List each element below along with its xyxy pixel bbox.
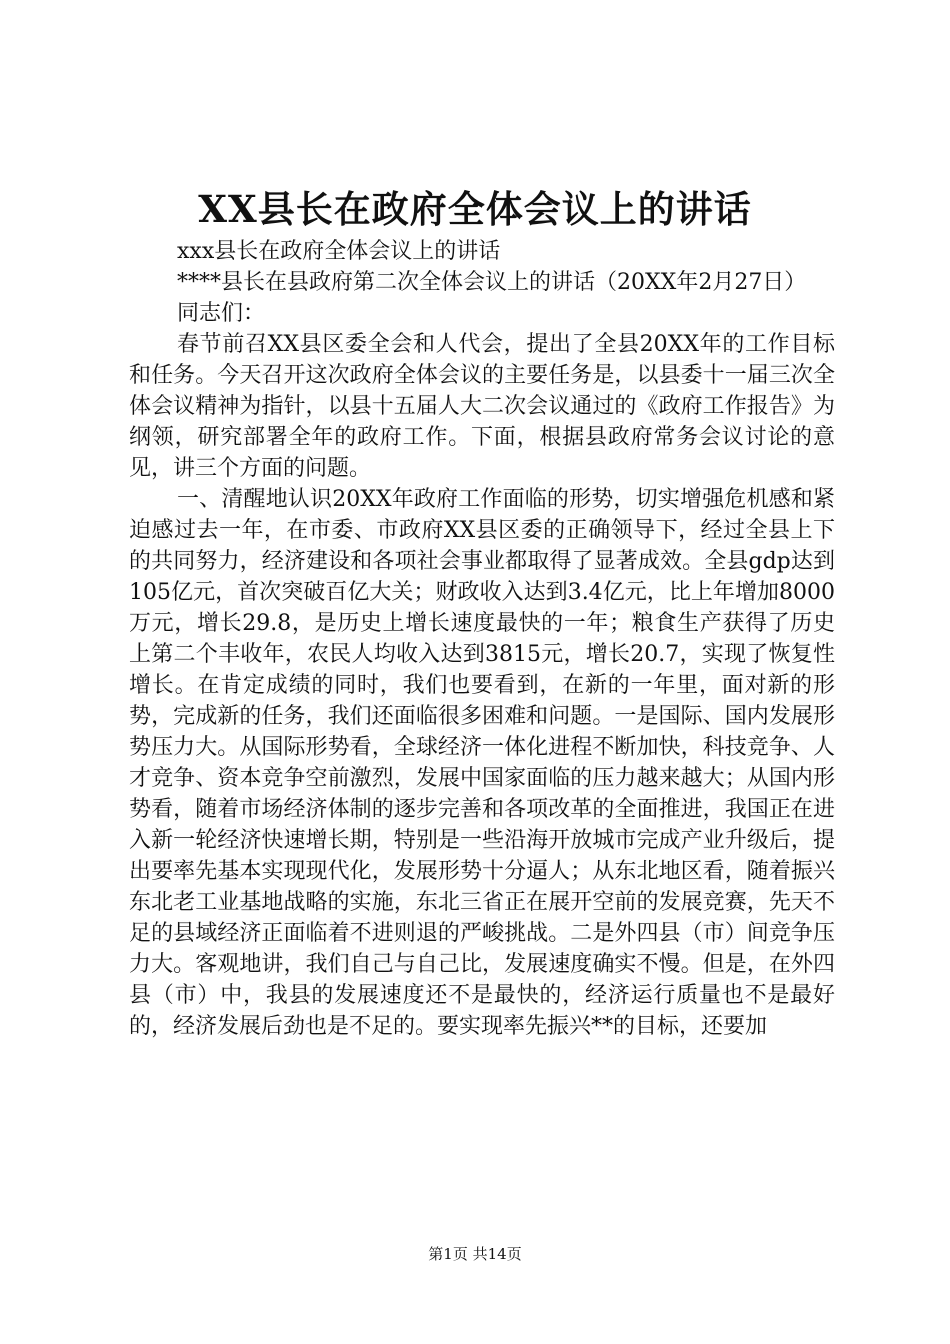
document-title: XX县长在政府全体会议上的讲话 <box>198 187 752 231</box>
page-number-footer: 第1页 共14页 <box>428 1245 522 1263</box>
document-body <box>129 236 835 1042</box>
section-one-paragraph: 一、清醒地认识20XX年政府工作面临的形势，切实增强危机感和紧迫感过去一年，在市委、市政府XX县区委的正确领导下，经过全县上下的共同努力，经济建设和各项社会事业都取得了显著成效。全县gdp达到105亿元，首次突破百亿大关；财政收入达到3.4亿元，比上年增加8000万元，增长29.8，是历史上增长速度最快的一年；粮食生产获得了历史上第二个丰收年，农民人均收入达到3815元，增长20.7，实现了恢复性增长。在肯定成绩的同时，我们也要看到，在新的一年里，面对新的形势，完成新的任务，我们还面临很多困难和问题。一是国际、国内发展形势压力大。从国际形势看，全球经济一体化进程不断加快，科技竞争、人才竞争、资本竞争空前激烈，发展中国家面临的压力越来越大；从国内形势看，随着市场经济体制的逐步完善和各项改革的全面推进，我国正在进入新一轮经济快速增长期，特别是一些沿海开放城市完成产业升级后，提出要率先基本实现现代化，发展形势十分逼人；从东北地区看，随着振兴东北老工业基地战略的实施，东北三省正在展开空前的发展竞赛，先天不足的县域经济正面临着不进则退的严峻挑战。二是外四县（市）间竞争压力大。客观地讲，我们自己与自己比，发展速度确实不慢。但是，在外四县（市）中，我县的发展速度还不是最快的，经济运行质量也不是最好的，经济发展后劲也是不足的。要实现率先振兴**的目标，还要加 <box>129 487 835 1039</box>
speech-heading-paragraph: ****县长在县政府第二次全体会议上的讲话（20XX年2月27日） <box>177 270 807 295</box>
intro-paragraph: 春节前召XX县区委全会和人代会，提出了全县20XX年的工作目标和任务。今天召开这次政府全体会议的主要任务是，以县委十一届三次全体会议精神为指针，以县十五届人大二次会议通过的《政府工作报告》为纲领，研究部署全年的政府工作。下面，根据县政府常务会议讨论的意见，讲三个方面的问题。 <box>129 332 835 481</box>
salutation-paragraph: 同志们： <box>177 301 266 326</box>
subtitle-paragraph: xxx县长在政府全体会议上的讲话 <box>177 239 501 264</box>
